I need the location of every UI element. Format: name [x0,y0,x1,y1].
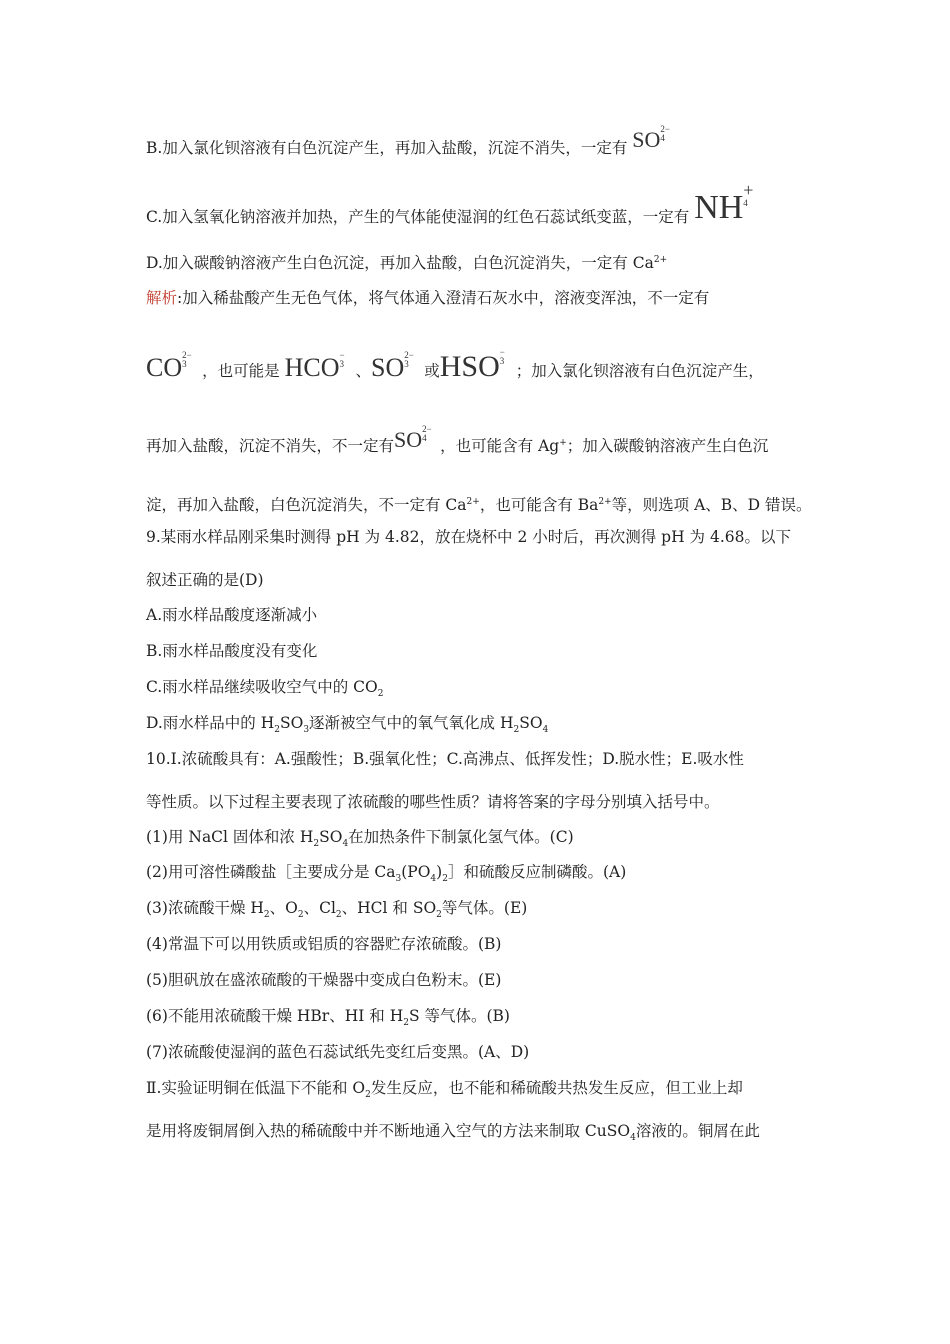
option-d-line: D.加入碳酸钠溶液产生白色沉淀，再加入盐酸，白色沉淀消失，一定有 $Ca^{2+}$ [146,254,668,273]
q10-item-7: (7)浓硫酸使湿润的蓝色石蕊试纸先变红后变黑。(A、D) [146,1043,530,1061]
q9-stem-2: 叙述正确的是(D) [146,571,264,589]
bicarbonate-ion: HCO − 3 [284,350,345,382]
q10-part2-2: 是用将废铜屑倒入热的稀硫酸中并不断地通入空气的方法来制取 CuSO$_4$溶液的。铜屑在此 [146,1122,760,1144]
analysis-line-2: CO 2− 3 ，也可能是 HCO − 3 、SO 2− 3 或HSO − 3 ；加入氯化钡溶液有白色沉淀产生， [146,347,764,383]
q10-item-2: (2)用可溶性磷酸盐［主要成分是 $Ca_3(PO_4)_2]$和硫酸反应制磷酸。(A) [146,863,627,885]
q9-option-b: B.雨水样品酸度没有变化 [146,642,318,660]
ammonium-ion: NH + 4 [694,180,754,226]
analysis-line-1: 解析:加入稀盐酸产生无色气体，将气体通入澄清石灰水中，溶液变浑浊，不一定有 [146,289,710,307]
q9-option-c: C.雨水样品继续吸收空气中的 $CO_2$ [146,678,384,700]
bisulfite-ion: HSO − 3 [439,347,505,383]
option-c-line: C.加入氢氧化钠溶液并加热，产生的气体能使湿润的红色石蕊试纸变蓝，一定有 NH + 4 [146,180,754,226]
q10-item-1: (1)用 NaCl 固体和浓 $H_2SO_4$在加热条件下制氯化氢气体。(C) [146,828,574,850]
sulfate-ion: SO 2− 4 [632,124,670,152]
q9-option-a: A.雨水样品酸度逐渐减小 [146,606,318,624]
sulfate-ion: SO 2− 4 [394,424,432,453]
q10-item-3: (3)浓硫酸干燥 $H_2$、$O_2$、$Cl_2$、HCl 和 $SO_2$等气体。(E) [146,899,528,921]
analysis-line-4: 淀，再加入盐酸，白色沉淀消失，不一定有 $Ca^{2+}$，也可能含有 $Ba^{2+}$等，则选项 A、B、D 错误。 [146,496,812,515]
q9-option-d: D.雨水样品中的 $H_2SO_3$逐渐被空气中的氧气氧化成 $H_2SO_4$ [146,714,549,736]
analysis-line-3: 再加入盐酸，沉淀不消失，不一定有SO 2− 4 ，也可能含有 Ag+；加入碳酸钠溶液产生白色沉 [146,424,769,456]
carbonate-ion: CO 2− 3 [146,350,192,382]
q10-item-4: (4)常温下可以用铁质或铝质的容器贮存浓硫酸。(B) [146,935,502,953]
analysis-label: 解析 [146,289,178,307]
q10-item-6: (6)不能用浓硫酸干燥 HBr、HI 和 $H_2S$ 等气体。(B) [146,1007,510,1029]
q10-item-5: (5)胆矾放在盛浓硫酸的干燥器中变成白色粉末。(E) [146,971,502,989]
q10-stem-2: 等性质。以下过程主要表现了浓硫酸的哪些性质？请将答案的字母分别填入括号中。 [146,793,720,811]
q10-stem-1: 10.Ⅰ.浓硫酸具有：A.强酸性；B.强氧化性；C.高沸点、低挥发性；D.脱水性；E.吸水性 [146,750,744,768]
sulfite-ion: SO 2− 3 [371,350,414,382]
q10-part2-1: Ⅱ.实验证明铜在低温下不能和 $O_2$发生反应，也不能和稀硫酸共热发生反应，但工业上却 [146,1079,743,1101]
q9-stem-1: 9.某雨水样品刚采集时测得 pH 为 4.82，放在烧杯中 2 小时后，再次测得 pH 为 4.68。以下 [146,528,791,546]
option-b-line: B.加入氯化钡溶液有白色沉淀产生，再加入盐酸，沉淀不消失，一定有 SO 2− 4 [146,124,670,157]
